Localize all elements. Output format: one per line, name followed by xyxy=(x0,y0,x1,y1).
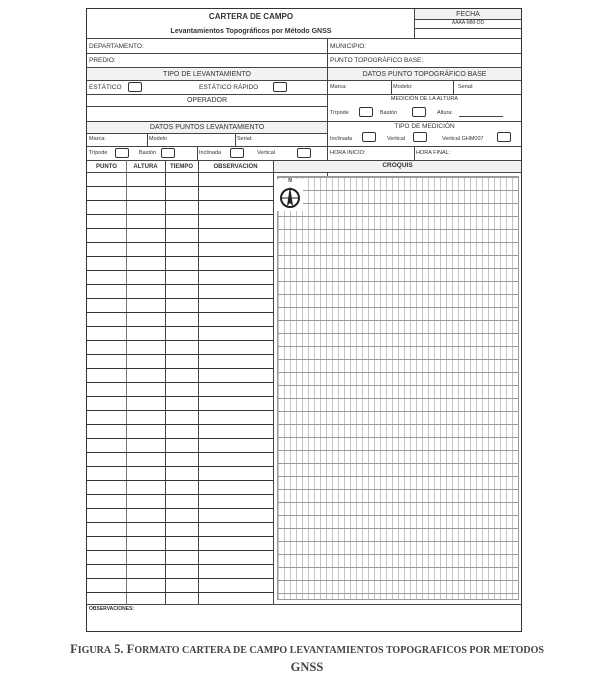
points-table-body[interactable] xyxy=(87,173,273,603)
base-altura-label: Altura: xyxy=(437,110,453,116)
operador-heading: OPERADOR xyxy=(186,97,228,104)
col-punto: PUNTO xyxy=(96,164,117,170)
hora-inicio-label: HORA INICIO: xyxy=(330,150,366,156)
north-arrow-icon: N xyxy=(277,179,303,211)
date-format: AAAA-MM-DD xyxy=(451,20,485,26)
base-baston-checkbox[interactable] xyxy=(412,107,426,117)
lev-tripode-checkbox[interactable] xyxy=(115,148,129,158)
observaciones-label: OBSERVACIONES: xyxy=(89,606,135,612)
tipo-medicion-heading: TIPO DE MEDICIÓN xyxy=(394,123,455,130)
departamento-label: DEPARTAMENTO: xyxy=(89,43,144,50)
base-inclinada-label: Inclinada xyxy=(330,136,353,142)
observaciones-input[interactable] xyxy=(88,614,520,630)
base-vertical-gimm-label: Vertical GHM007 xyxy=(442,136,484,142)
predio-label: PREDIO: xyxy=(89,57,116,64)
base-inclinada-checkbox[interactable] xyxy=(362,132,376,142)
lev-baston-label: Bastón xyxy=(139,150,157,156)
base-marca-label: Marca: xyxy=(330,84,347,90)
lev-serial-label: Serial: xyxy=(237,136,253,142)
form-subtitle: Levantamientos Topográficos por Método GNSS xyxy=(170,28,332,35)
figure-caption: FIGURA 5. FORMATO CARTERA DE CAMPO LEVANTAMIENTOS TOPOGRAFICOS POR METODOS GNSS xyxy=(70,642,544,674)
base-vertical-label: Vertical xyxy=(387,136,406,142)
estatico-label: ESTÁTICO xyxy=(89,84,122,91)
base-altura-input[interactable] xyxy=(459,110,503,117)
lev-inclinada-checkbox[interactable] xyxy=(230,148,244,158)
base-baston-label: Bastón xyxy=(380,110,398,116)
lev-marca-label: Marca: xyxy=(89,136,106,142)
lev-inclinada-label: Inclinada xyxy=(199,150,222,156)
tipo-levantamiento-heading: TIPO DE LEVANTAMIENTO xyxy=(163,71,251,78)
croquis-grid[interactable] xyxy=(277,176,519,600)
estatico-rapido-checkbox[interactable] xyxy=(273,82,287,92)
base-serial-label: Serial: xyxy=(458,84,474,90)
date-label: FECHA xyxy=(456,11,480,18)
base-modelo-label: Modelo: xyxy=(393,84,413,90)
punto-base-label: PUNTO TOPOGRÁFICO BASE: xyxy=(330,57,424,64)
lev-modelo-label: Modelo xyxy=(149,136,168,142)
operador-input[interactable] xyxy=(88,107,326,120)
municipio-label: MUNICIPIO: xyxy=(330,43,367,50)
datos-levantamiento-heading: DATOS PUNTOS LEVANTAMIENTO xyxy=(149,124,265,131)
lev-tripode-label: Tripode xyxy=(89,150,108,156)
estatico-rapido-label: ESTÁTICO RÁPIDO xyxy=(199,84,259,91)
lev-vertical-checkbox[interactable] xyxy=(297,148,311,158)
estatico-checkbox[interactable] xyxy=(128,82,142,92)
col-observacion: OBSERVACIÓN xyxy=(213,164,258,170)
col-altura: ALTURA xyxy=(133,164,158,170)
lev-baston-checkbox[interactable] xyxy=(161,148,175,158)
base-tripode-label: Trípode xyxy=(330,110,349,116)
date-input[interactable] xyxy=(416,28,520,37)
form-title: CARTERA DE CAMPO xyxy=(208,12,294,21)
hora-final-label: HORA FINAL: xyxy=(416,150,451,156)
field-form xyxy=(86,8,522,632)
base-tripode-checkbox[interactable] xyxy=(359,107,373,117)
croquis-heading: CROQUIS xyxy=(382,162,413,169)
medicion-altura-heading: MEDICIÓN DE LA ALTURA xyxy=(390,96,459,102)
lev-vertical-label: Vertical xyxy=(257,150,276,156)
base-vertical-checkbox[interactable] xyxy=(413,132,427,142)
col-tiempo: TIEMPO xyxy=(169,164,193,170)
datos-base-heading: DATOS PUNTO TOPOGRÁFICO BASE xyxy=(362,71,487,78)
base-vertical-gimm-checkbox[interactable] xyxy=(497,132,511,142)
